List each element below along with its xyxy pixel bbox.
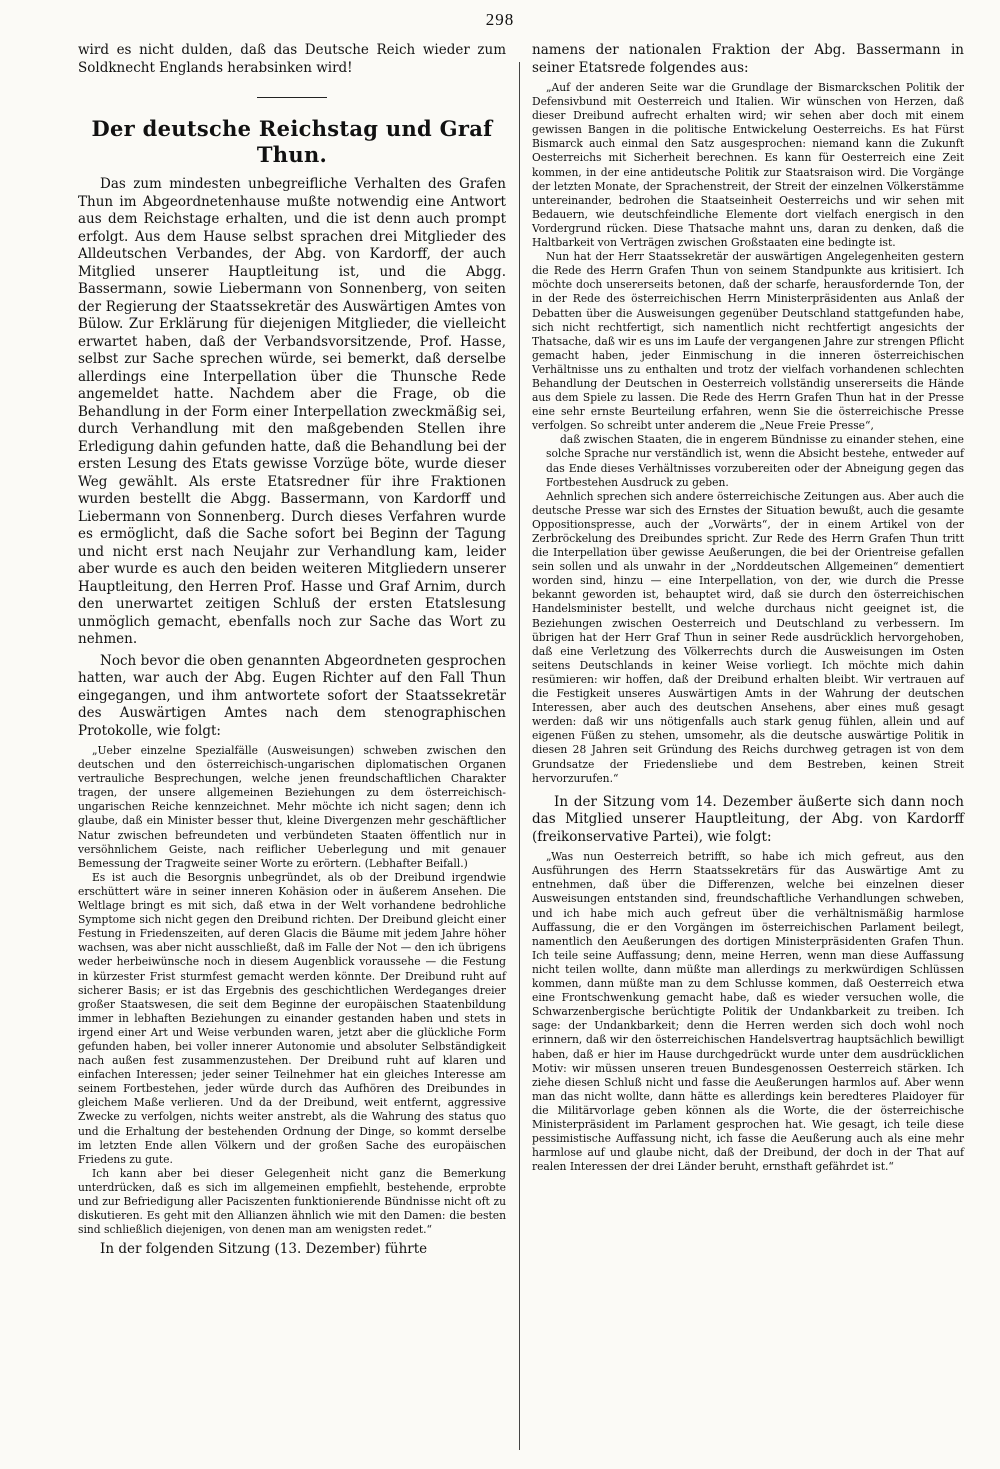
quote-paragraph: Ich kann aber bei dieser Gelegenheit nicht ganz die Bemerkung unterdrücken, daß es sich im allgemeinen empfiehlt, bestehende, erprobte und zur Befriedigung aller Paciszenten funktionierende Bündnisse nicht oft zu diskutieren. Es geht mit den Allianzen ähnlich wie mit den Damen: die besten sind schließlich diejenigen, von denen man am wenigsten redet.“: [78, 1166, 506, 1237]
right-column: [532, 42, 964, 1174]
article-paragraph: In der folgenden Sitzung (13. Dezember) führte: [100, 1241, 428, 1258]
quote-paragraph: daß zwischen Staaten, die in engerem Bündnisse zu einander stehen, eine solche Sprache nur verständlich ist, wenn die Absicht bestehe, entweder auf das Ende dieses Verhältnisses vorzubereiten oder der Abneigung gegen das Fortbestehen Ausdruck zu geben.: [546, 433, 964, 489]
quote-paragraph: „Ueber einzelne Spezialfälle (Ausweisungen) schweben zwischen den deutschen und den österreichisch-ungarischen diplomatischen Organen vertrauliche Besprechungen, welche jenen freundschaftlichen Charakter tragen, der unsere allgemeinen Beziehungen zu dem österreichisch-ungarischen Reiche kennzeichnet. Mehr möchte ich nicht sagen; denn ich glaube, daß ein Minister besser thut, kleine Divergenzen mehr geschäftlicher Natur zwischen befreundeten und verbündeten Staaten öffentlich nur in versöhnlichem Geiste, nach reiflicher Ueberlegung und mit genauer Bemessung der Tragweite seiner Worte zu erörtern. (Lebhafter Beifall.): [78, 744, 506, 870]
quote-paragraph: „Was nun Oesterreich betrifft, so habe ich mich gefreut, aus den Ausführungen des Herrn Staatssekretärs für das Auswärtige Amt zu entnehmen, daß über die Differenzen, welche bei einzelnen dieser Ausweisungen entstanden sind, freundschaftliche Verhandlungen schweben, und ich habe mich auch gefreut über die verhältnismäßig harmlose Auffassung, die er den Vorgängen im österreichischen Parlament beilegt, namentlich den Aeußerungen des dortigen Ministerpräsidenten Grafen Thun. Ich teile seine Auffassung; denn, meine Herren, wenn man diese Auffassung nicht teilen wollte, dann müßte man allerdings zu merkwürdigen Schlüssen kommen, dann müßte man zu dem Schlusse kommen, daß Oesterreich etwa eine Frontschwenkung gemacht habe, daß es wieder versuchen wolle, die Schwarzenbergische berüchtigte Politik der Undankbarkeit zu treiben. Ich sage: der Undankbarkeit; denn die Herren werden sich doch wohl noch erinnern, daß wir den österreichischen Handelsvertrag hauptsächlich bewilligt haben, daß er hier im Hause durchgedrückt wurde unter dem ausdrücklichen Motiv: wir müssen unseren treuen Bundesgenossen Oesterreich stärken. Ich ziehe diesen Schluß nicht und fasse die Aeußerungen harmlos auf. Aber wenn man das nicht wollte, dann hätte es allerdings kein beredteres Plaidoyer für die Militärvorlage geben können als die Worte, die der österreichische Ministerpräsident im Parlament gesprochen hat. Wie gesagt, ich teile diese pessimistische Auffassung nicht, ich fasse die Aeußerung auch als eine mehr harmlose auf und glaube nicht, daß der Dreibund, der doch in der That auf realen Interessen der drei Länder beruht, ernsthaft gefährdet ist.“: [532, 850, 964, 1174]
article-paragraph: Das zum mindesten unbegreifliche Verhalten des Grafen Thun im Abgeordnetenhause mußte notwendig eine Antwort aus dem Reichstage erhalten, und die ist denn auch prompt erfolgt. Aus dem Hause selbst sprachen drei Mitglieder des Alldeutschen Verbandes, der Abg. von Kardorff, der auch Mitglied unserer Hauptleitung ist, und die Abgg. Bassermann, sowie Liebermann von Sonnenberg, von seiten der Regierung der Staatssekretär des Auswärtigen Amtes von Bülow. Zur Erklärung für diejenigen Mitglieder, die vielleicht erwartet haben, daß der Verbandsvorsitzende, Prof. Hasse, selbst zur Sache sprechen würde, sei bemerkt, daß derselbe allerdings eine Interpellation über die Thunsche Rede angemeldet hatte. Nachdem aber die Frage, ob die Behandlung in der Form einer Interpellation zweckmäßig sei, durch Verhandlung mit den maßgebenden Stellen ihre Erledigung dahin gefunden hatte, daß die Behandlung bei der ersten Lesung des Etats gewisse Vorzüge böte, wurde dieser Weg gewählt. Als erste Etatsredner für ihre Fraktionen wurden bestellt die Abgg. Bassermann, von Kardorff und Liebermann von Sonnenberg. Durch dieses Verfahren wurde es ermöglicht, daß die Sache sofort bei Beginn der Tagung und nicht erst nach Neujahr zur Verhandlung kam, leider aber wurde es auch den beiden weiteren Mitgliedern unserer Hauptleitung, den Herren Prof. Hasse und Graf Arnim, durch den unerwartet zeitigen Schluß der ersten Etatslesung unmöglich gemacht, ebenfalls noch zur Sache das Wort zu nehmen.: [78, 176, 506, 647]
article-paragraph: Noch bevor die oben genannten Abgeordneten gesprochen hatten, war auch der Abg. Eugen Richter auf den Fall Thun eingegangen, und ihm antwortete sofort der Staatssekretär des Auswärtigen Amtes nach dem stenographischen Protokolle, wie folgt:: [78, 652, 506, 739]
article-paragraph: In der Sitzung vom 14. Dezember äußerte sich dann noch das Mitglied unserer Hauptleitung, der Abg. von Kardorff (freikonservative Partei), wie folgt:: [532, 793, 964, 845]
quote-paragraph: Aehnlich sprechen sich andere österreichische Zeitungen aus. Aber auch die deutsche Presse war sich des Ernstes der Situation bewußt, auch die gesamte Oppositionspresse, auch der „Vorwärts“, der in einem Artikel von der Zerbröckelung des Dreibundes spricht. Zur Rede des Herrn Grafen Thun tritt die Interpellation über gewisse Aeußerungen, die bei der Orientreise gefallen sein sollen und als unwahr in der „Norddeutschen Allgemeinen“ dementiert worden sind, hinzu — eine Interpellation, von der, wie durch die Presse bekannt geworden ist, behauptet wird, daß sie durch den österreichischen Handelsminister bestellt, und welche durchaus nicht geeignet ist, die Beziehungen zwischen Oesterreich und Deutschland zu verbessern. Im übrigen hat der Herr Graf Thun in seiner Rede ausdrücklich hervorgehoben, daß eine Verletzung des Völkerrechts durch die Ausweisungen im Osten seitens Deutschlands in keiner Weise vorliegt. Ich möchte mich dahin resümieren: wir hoffen, daß der Dreibund erhalten bleibt. Wir vertrauen auf die Festigkeit unseres Auswärtigen Amts in der Wahrung der deutschen Interessen, aber auch des deutschen Ansehens, aber eines muß gesagt werden: daß wir uns nötigenfalls auch stark genug fühlen, allein und auf eigenen Füßen zu stehen, umsomehr, als die deutsche auswärtige Politik in diesen 28 Jahren seit Gründung des Reichs durchweg getragen ist von dem Grundsatze der Friedensliebe und dem Bestreben, keinen Streit hervorzurufen.“: [532, 489, 964, 785]
column-rule: [519, 62, 520, 1450]
page-number: 298: [485, 10, 515, 29]
quote-paragraph: Es ist auch die Besorgnis unbegründet, als ob der Dreibund irgendwie erschüttert wäre in seiner inneren Kohäsion oder in äußerem Ansehen. Die Weltlage bringt es mit sich, daß etwa in der Welt vorhandene bedrohliche Symptome sich nicht gegen den Dreibund richten. Der Dreibund gleicht einer Festung in Friedenszeiten, auf deren Glacis die Bäume mit jedem Jahre höher wachsen, was aber nicht ausschließt, daß im Falle der Not — den ich übrigens weder herbeiwünsche noch in diesem Augenblick voraussehe — die Festung in kürzester Frist sturmfest gemacht werden könnte. Der Dreibund ruht auf sicherer Basis; er ist das Ergebnis des geschichtlichen Werdeganges dreier großer Staatswesen, die seit dem Beginne der europäischen Staatenbildung immer in lebhaften Beziehungen zu einander gestanden haben und stets in irgend einer Art und Weise verbunden waren, jetzt aber die glückliche Form gefunden haben, bei voller innerer Autonomie und absoluter Selbständigkeit nach außen fest zusammenzustehen. Der Dreibund ruht auf klaren und einfachen Interessen; jeder seiner Teilnehmer hat ein gleiches Interesse am seinem Fortbestehen, jeder würde durch das Aufhören des Dreibundes in gleichem Maße verlieren. Und da der Dreibund, weit entfernt, aggressive Zwecke zu verfolgen, nichts weiter anstrebt, als die Wahrung des status quo und die Erhaltung der bestehenden Ordnung der Dinge, so kommt derselbe im letzten Ende allen Völkern und der großen Sache des europäischen Friedens zu gute.: [78, 870, 506, 1166]
section-divider: [257, 97, 327, 98]
intro-paragraph: wird es nicht dulden, daß das Deutsche Reich wieder zum Soldknecht Englands herabsinken wird!: [78, 42, 506, 76]
article-headline: Der deutsche Reichstag und Graf Thun.: [91, 116, 493, 167]
left-column: [78, 42, 506, 1259]
article-paragraph: namens der nationalen Fraktion der Abg. Bassermann in seiner Etatsrede folgendes aus:: [532, 42, 964, 76]
quote-paragraph: Nun hat der Herr Staatssekretär der auswärtigen Angelegenheiten gestern die Rede des Herrn Grafen Thun von seinem Standpunkte aus kritisiert. Ich möchte doch unsererseits betonen, daß der scharfe, herausfordernde Ton, der in der Rede des österreichischen Herrn Ministerpräsidenten aus Anlaß der Debatten über die Ausweisungen gegenüber Deutschland stattgefunden habe, sich nicht rechtfertigt, sich namentlich nicht rechtfertigt angesichts der Thatsache, daß wir es uns im Laufe der vergangenen Jahre zur strengen Pflicht gemacht haben, jeder Einmischung in die inneren österreichischen Verhältnisse uns zu enthalten und trotz der vielfach vorhandenen schlechten Behandlung der Deutschen in Oesterreich vollständig unsererseits die Hände aus dem Spiele zu lassen. Die Rede des Herrn Grafen Thun hat in der Presse eine sehr ernste Beurteilung erfahren, wenn Sie die österreichische Presse verfolgen. So schreibt unter anderem die „Neue Freie Presse“,: [532, 250, 964, 433]
quote-paragraph: „Auf der anderen Seite war die Grundlage der Bismarckschen Politik der Defensivbund mit Oesterreich und Italien. Wir wünschen von Herzen, daß dieser Dreibund aufrecht erhalten wird; wir sehen aber doch mit einem gewissen Bangen in die politische Entwickelung Oesterreichs. Es hat Fürst Bismarck auch einmal den Satz ausgesprochen: niemand kann die Zukunft Oesterreichs mit Sicherheit berechnen. Es kann für Oesterreich eine Zeit kommen, in der eine antideutsche Politik zur Staatsraison wird. Die Vorgänge der letzten Monate, der Sprachenstreit, der Streit der einzelnen Völkerstämme untereinander, bedrohen die Staatseinheit Oesterreichs und wir sehen mit Bedauern, wie deutschfeindliche Elemente dort vielfach energisch in den Vordergrund rücken. Diese Thatsache mahnt uns, daran zu denken, daß die Haltbarkeit von Verträgen zwischen Großstaaten eine bedingte ist.: [532, 81, 964, 250]
